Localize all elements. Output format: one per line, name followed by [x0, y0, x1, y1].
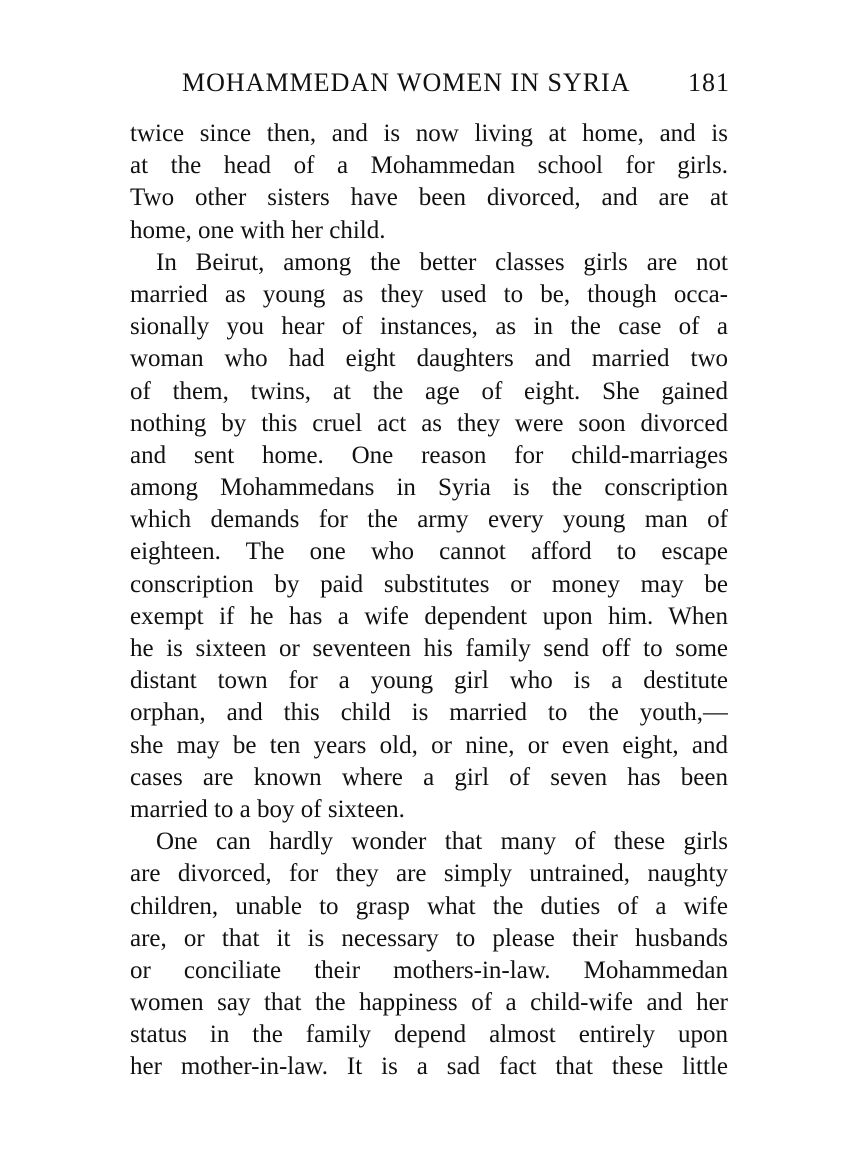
text-line: home, one with her child.: [130, 216, 386, 244]
text-line: Two other sisters have been divorced, and are at: [130, 184, 728, 212]
running-title: MOHAMMEDAN WOMEN IN SYRIA: [182, 68, 631, 97]
running-head: [130, 66, 730, 106]
text-line: conscription by paid substitutes or money may be: [130, 570, 728, 598]
text-line: distant town for a young girl who is a destitute: [130, 667, 728, 695]
text-line: children, unable to grasp what the duties of a wife: [130, 892, 728, 920]
text-line: he is sixteen or seventeen his family send off to some: [130, 635, 728, 662]
text-line: are, or that it is necessary to please their husbands: [130, 924, 728, 952]
page-number: 181: [688, 68, 730, 97]
text-line: One can hardly wonder that many of these girls: [156, 828, 728, 856]
text-line: cases are known where a girl of seven has been: [130, 763, 728, 791]
text-line: women say that the happiness of a child-wife and her: [130, 989, 728, 1017]
text-line: are divorced, for they are simply untrained, naughty: [130, 860, 728, 888]
text-line: sionally you hear of instances, as in the case of a: [130, 313, 728, 341]
text-line: nothing by this cruel act as they were soon divorced: [130, 409, 728, 437]
text-line: married as young as they used to be, though occa-: [130, 280, 728, 308]
text-line: and sent home. One reason for child-marriages: [130, 441, 728, 469]
text-line: woman who had eight daughters and married two: [130, 345, 728, 373]
text-line: married to a boy of sixteen.: [130, 795, 405, 823]
text-line: among Mohammedans in Syria is the conscription: [130, 474, 728, 502]
text-line: exempt if he has a wife dependent upon him. When: [130, 602, 728, 630]
text-line: status in the family depend almost entirely upon: [130, 1021, 728, 1049]
text-line: twice since then, and is now living at home, and is: [130, 120, 728, 147]
text-line: her mother-in-law. It is a sad fact that these little: [130, 1053, 728, 1081]
text-line: at the head of a Mohammedan school for girls.: [130, 152, 728, 180]
text-line: which demands for the army every young man of: [130, 506, 728, 534]
text-line: of them, twins, at the age of eight. She gained: [130, 377, 728, 405]
text-line: orphan, and this child is married to the youth,—: [130, 699, 728, 727]
body-text: [130, 118, 728, 1084]
text-line: she may be ten years old, or nine, or even eight, and: [130, 731, 728, 759]
text-line: In Beirut, among the better classes girls are not: [156, 248, 728, 276]
text-line: eighteen. The one who cannot afford to escape: [130, 538, 728, 566]
text-line: or conciliate their mothers-in-law. Mohammedan: [130, 956, 728, 984]
